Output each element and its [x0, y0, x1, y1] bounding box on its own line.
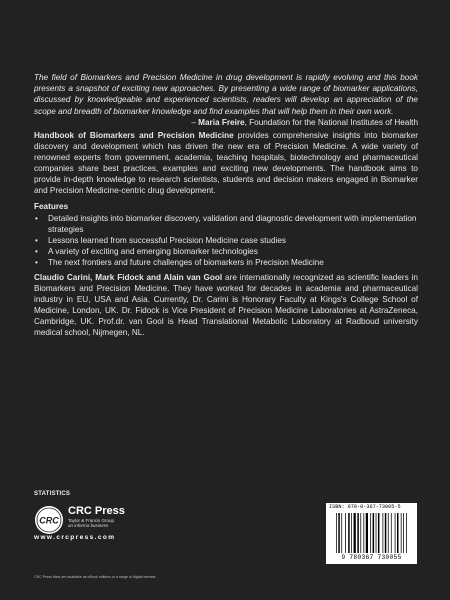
bullet-icon: •	[35, 236, 38, 246]
isbn-barcode	[326, 503, 417, 564]
author-names: Claudio Carini, Mark Fidock and Alain van Gool	[34, 273, 223, 282]
feature-text: The next frontiers and future challenges of biomarkers in Precision Medicine	[48, 258, 324, 268]
bullet-icon: •	[35, 258, 38, 268]
attribution-org: , Foundation for the National Institutes of Health	[244, 117, 418, 127]
book-description	[34, 130, 418, 197]
publisher-group: Taylor & Francis Group	[68, 518, 115, 523]
quote-text: The field of Biomarkers and Precision Medicine in drug development is rapidly evolving and this book presents a snapshot of exciting new approaches. By presenting a wide range of biomarker applications, discussed by knowledgeable and experienced scientists, readers will develop an appreciation of the scope and breadth of biomarker knowledge and find examples that will help them in their own work.	[34, 73, 418, 116]
ebook-note: CRC Press titles are available as eBook editions in a range of digital formats	[34, 575, 156, 579]
feature-text: Lessons learned from successful Precision Medicine case studies	[48, 236, 287, 246]
bullet-icon: •	[35, 247, 38, 257]
logo-letters: CRC	[39, 515, 59, 526]
features-list	[34, 213, 418, 268]
features-heading: Features	[34, 202, 69, 211]
description-body: provides comprehensive insights into biomarker discovery and development which has driven the new era of Precision Medicine. A wide variety of renowned experts from government, academia, teaching hospitals, biotechnology and pharmaceutical companies share best practices, examples and exciting new developments. The handbook aims to provide in-depth knowledge to research scientists, students and decision makers engaged in Biomarker and Precision Medicine-centric drug development.	[34, 131, 418, 196]
author-body: are internationally recognized as scientific leaders in Biomarkers and Precision Medicine. They have worked for decades in academia and pharmaceutical industry in EU, USA and Asia. Currently, Dr. Carini is Honorary Faculty at Kings's College School of Medicine, London, UK. Dr. Fidock is Vice President of Precision Medicine Laboratories at AstraZeneca, Cambridge, UK. Prof.dr. van Gool is Head Translational Metabolic Laboratory at Radboud university medical school, Nijmegen, NL.	[34, 273, 418, 338]
bullet-icon: •	[35, 214, 38, 223]
list-item	[34, 213, 418, 235]
list-item	[34, 257, 418, 268]
feature-text: Detailed insights into biomarker discovery, validation and diagnostic development with implementation strategies	[48, 214, 417, 235]
feature-text: A variety of exciting and emerging biomarker technologies	[48, 247, 258, 257]
barcode-bars	[336, 513, 408, 553]
crc-logo-icon	[34, 505, 64, 535]
isbn-label: ISBN: 978-0-367-73005-5	[329, 504, 401, 510]
quote-attribution	[34, 117, 418, 128]
subject-category: STATISTICS	[34, 491, 71, 497]
description-title: Handbook of Biomarkers and Precision Medicine	[34, 131, 234, 140]
attribution-name: Maria Freire	[198, 117, 245, 127]
publisher-url: www.crcpress.com	[34, 534, 116, 541]
publisher-name: CRC Press	[68, 505, 125, 517]
attribution-dash: –	[191, 117, 199, 127]
list-item	[34, 235, 418, 246]
publisher-business: an informa business	[68, 523, 109, 528]
endorsement-quote	[34, 72, 418, 128]
barcode-number: 9 780367 730055	[341, 554, 402, 561]
author-bio	[34, 272, 418, 339]
list-item	[34, 246, 418, 257]
